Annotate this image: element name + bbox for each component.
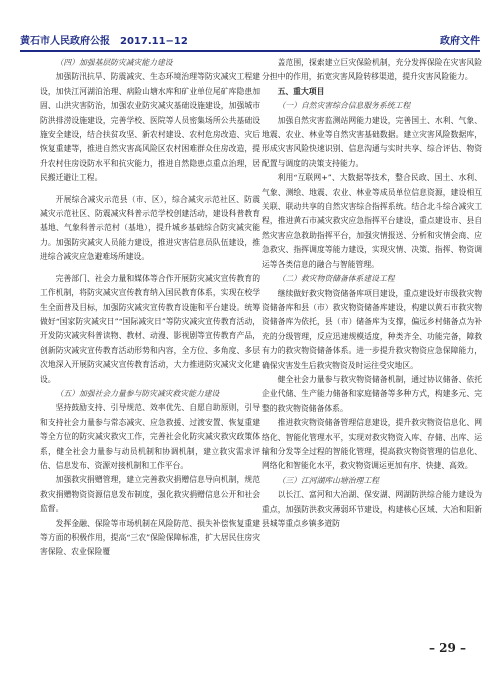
paragraph: 加强自然灾害监测站网能力建设，完善国土、水利、气象、地震、农业、林业等自然灾害基础数据。建立灾害风险数据库，形成灾害风险快速识别、信息沟通与实时共享、综合评估、物资配置与调度的决策支持能力。 xyxy=(262,115,482,168)
page-number: – 29 – xyxy=(428,641,466,655)
subheading: （二）救灾物资储备体系建设工程 xyxy=(277,274,395,284)
subheading: （三）江河湖库山塘治理工程 xyxy=(277,475,379,485)
paragraph: 以长江、富河和大冶湖、保安湖、网湖防洪综合能力建设为重点，加强防洪救灾薄弱环节建设，构建核心区域、大冶和阳新县城等重点乡镇多道防 xyxy=(262,490,482,528)
paragraph: 推进救灾物资储备管理信息建设，提升救灾物资信息化、网络化、智能化管理水平，实现对救灾物资入库、存储、出库、运输和分发等全过程的智能化管理，提高救灾物资管理的信息化、网络化和智能化水平，救灾物资调运更加有序、快捷、高效。 xyxy=(262,418,482,471)
paragraph: 坚持鼓励支持、引导规范、效率优先、自愿自助原则，引导和支持社会力量参与常态减灾、应急救援、过渡安置、恢复重建等全方位的防灾减灾救灾工作，完善社会化防灾减灾救灾政策体系，健全社会力量参与动员机制和协调机制，建立救灾需求评估、信息发布、资源对接机制和工作平台。 xyxy=(40,403,260,470)
subheading: （一）自然灾害综合信息服务系统工程 xyxy=(277,101,411,111)
section-label: 政府文件 xyxy=(440,36,480,47)
header-rule xyxy=(20,50,480,52)
paragraph: 开展综合减灾示范县（市、区），综合减灾示范社区、防震减灾示范社区、防震减灾科普示范学校创建活动，建设科普教育基地、气象科普示范村（基地），提升城乡基础综合防灾减灾能力。加强防灾减灾人员能力建设，推进灾害信息员队伍建设，推进综合减灾应急避难场所建设。 xyxy=(40,194,260,262)
journal-title: 黄石市人民政府公报 2017.11−12 xyxy=(20,36,188,47)
subheading: （四）加强基层防灾减灾能力建设 xyxy=(55,58,173,67)
paragraph: 发挥金融、保险等市场机制在风险防范、损失补偿恢复重建等方面的积极作用，提高“三农”保险保障标准，扩大居民住房灾害保险、农业保险覆 xyxy=(40,518,260,557)
left-column xyxy=(40,56,260,560)
paragraph: 完善部门、社会力量和媒体等合作开展防灾减灾宣传教育的工作机制，将防灾减灾宣传教育纳入国民教育体系，实现在校学生全面普及目标，加强防灾减灾宣传教育设施和平台建设。统筹做好“国家防灾减灾日”“国际减灾日”等防灾减灾宣传教育活动，开发防灾减灾科普读物、教材、动漫、影视剧等宣传教育产品，创新防灾减灾宣传教育活动形势和内容，全方位、多角度、多层次地深入开展防灾减灾宣传教育活动，大力推进防灾减灾文化建设。 xyxy=(40,273,260,384)
paragraph: 加强防汛抗旱、防震减灾、生态环境治理等防灾减灾工程建设，加快江河湖泊治理、病险山塘水库和矿业单位尾矿库隐患加固、山洪灾害防治，加强农业防灾减灾基础设施建设，加强城市防洪排涝设施建设，完善学校、医院等人员密集场所公共基础设施安全建设，结合扶贫攻坚、新农村建设、农村危房改造、灾后恢复重建等，推进自然灾害高风险区农村困难群众住房改造，提升农村住房设防水平和抗灾能力，推进自然隐患点重点治理，居民搬迁避让工程。 xyxy=(40,72,260,183)
paragraph: 健全社会力量参与救灾物资储备机制，通过协议储备、依托企业代储、生产能力储备和家庭储备等多种方式，构建多元、完整的救灾物资储备体系。 xyxy=(262,374,482,413)
right-column xyxy=(262,56,482,531)
paragraph: 盖范围，探索建立巨灾保险机制，充分发挥保险在灾害风险分担中的作用，拓宽灾害风险转移渠道，提升灾害风险能力。 xyxy=(262,58,482,82)
paragraph: 加强救灾捐赠管理，建立完善救灾捐赠信息导向机制，规范救灾捐赠物资资源信息发布制度，强化救灾捐赠信息公开和社会监督。 xyxy=(40,475,260,514)
subheading: （五）加强社会力量参与防灾减灾救灾能力建设 xyxy=(55,388,220,398)
paragraph: 利用“互联网+”、大数据等技术，整合民政、国土、水利、气象、测绘、地震、农业、林业等成员单位信息资源，建设相互关联、联动共享的自然灾害综合指挥系统。结合北斗综合减灾工程，推进黄石市减灾救灾应急指挥平台建设，重点建设市、县自然灾害应急救助指挥平台，加强灾情报送、分析和灾情会商、应急救灾、指挥调度等能力建设，实现灾情、决策、指挥、物资调运等各类信息的融合与智能管理。 xyxy=(262,173,482,269)
section-heading: 五、重大项目 xyxy=(277,86,325,96)
paragraph: 继续做好救灾物资储备库项目建设，重点建设好市级救灾物资储备库和县（市）救灾物资储备库建设，构建以黄石市救灾物资储备库为依托，县（市）储备库为支撑，偏远乡村储备点为补充的分级管理，反应迅速规模适度，种类齐全、功能完备，障救有力的救灾物资储备体系。进一步提升救灾物资应急保障能力，确保灾害发生后救灾物资及时运往受灾地区。 xyxy=(262,288,482,370)
page-header xyxy=(20,30,480,52)
